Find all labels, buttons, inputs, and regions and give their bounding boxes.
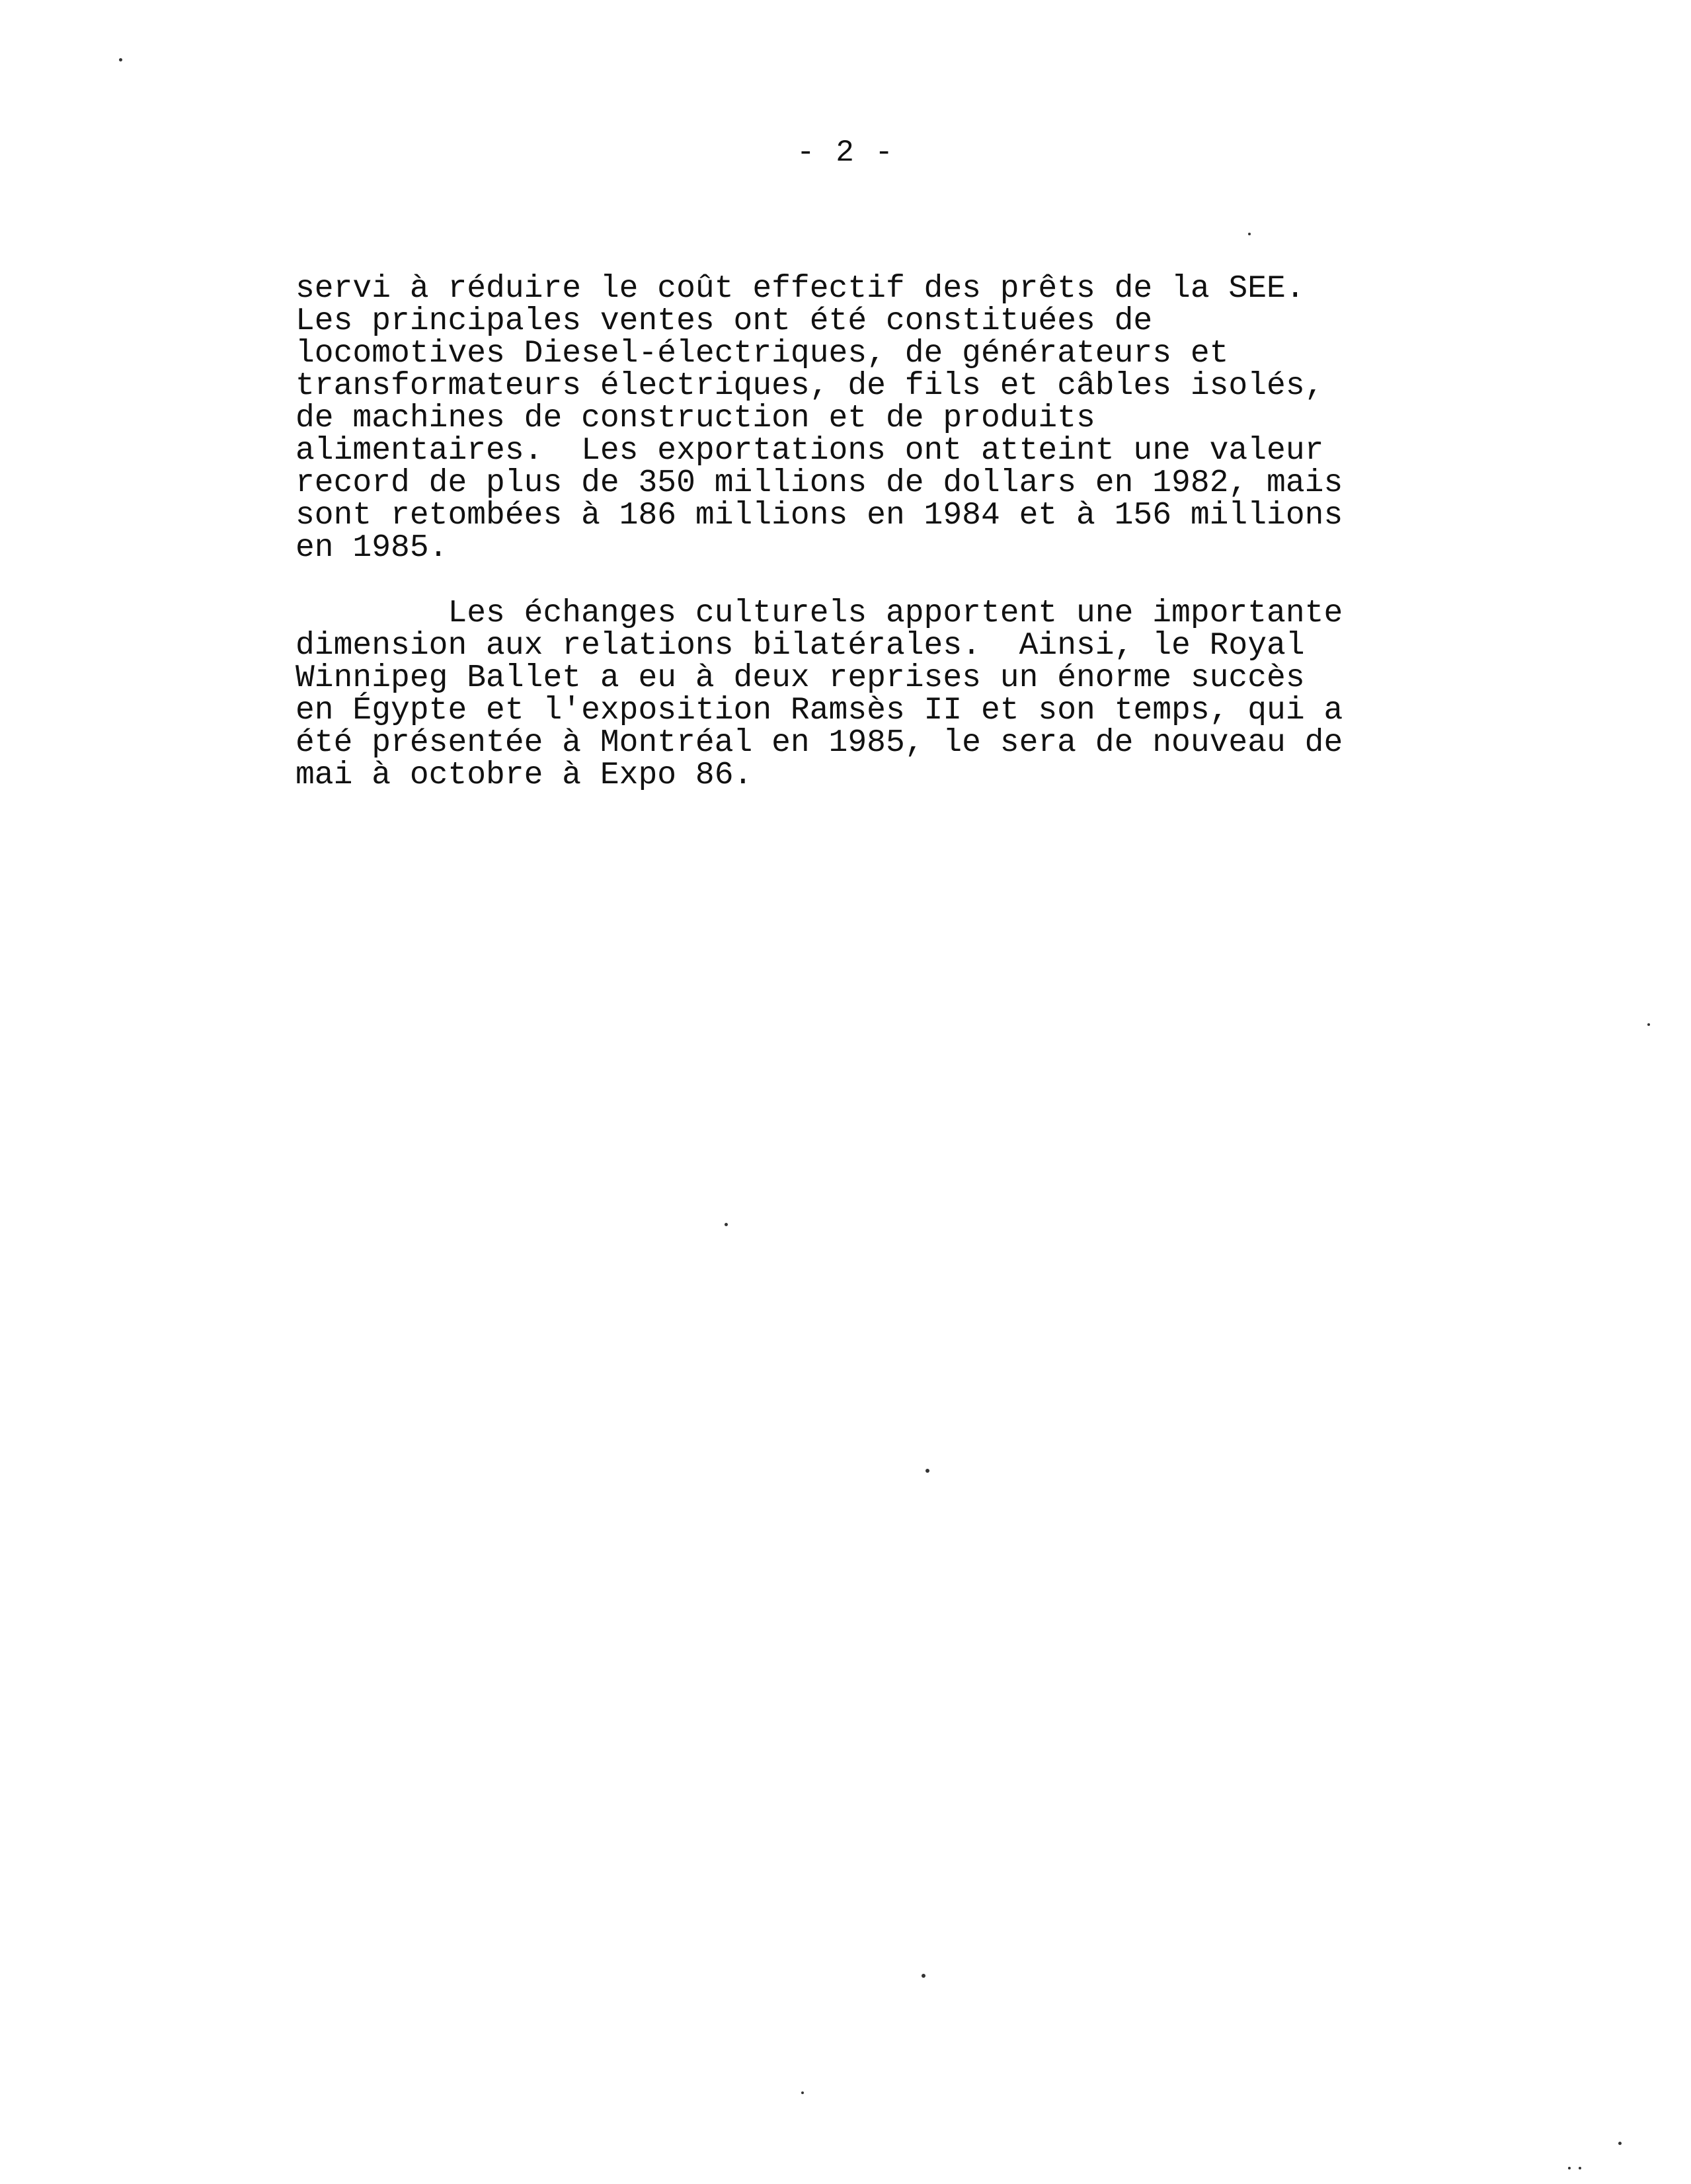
scan-speck: [801, 2091, 804, 2094]
text-line: Les principales ventes ont été constituées de: [295, 303, 1153, 339]
paragraph-export-sales: [295, 273, 1393, 565]
text-line: alimentaires. Les exportations ont atteint une valeur: [295, 433, 1324, 469]
text-line: en Égypte et l'exposition Ramsès II et son temps, qui a: [295, 693, 1343, 728]
scan-speck: [1568, 2167, 1571, 2169]
text-line: sont retombées à 186 millions en 1984 et à 156 millions: [295, 498, 1343, 533]
text-line: servi à réduire le coût effectif des prêts de la SEE.: [295, 271, 1305, 307]
text-line: record de plus de 350 millions de dollars en 1982, mais: [295, 465, 1343, 501]
text-line: Winnipeg Ballet a eu à deux reprises un énorme succès: [295, 660, 1305, 696]
scan-speck: [1248, 233, 1251, 235]
scan-speck: [725, 1223, 728, 1226]
text-line: mai à octobre à Expo 86.: [295, 758, 753, 793]
text-line: locomotives Diesel-électriques, de générateurs et: [295, 336, 1229, 371]
text-line: en 1985.: [295, 530, 448, 566]
text-line: Les échanges culturels apportent une importante: [295, 596, 1343, 631]
scan-speck: [1618, 2142, 1622, 2145]
scan-speck: [1579, 2167, 1581, 2169]
text-line: transformateurs électriques, de fils et câbles isolés,: [295, 368, 1324, 404]
text-line: dimension aux relations bilatérales. Ainsi, le Royal: [295, 628, 1305, 664]
text-line: été présentée à Montréal en 1985, le sera de nouveau de: [295, 725, 1343, 761]
text-line: de machines de construction et de produits: [295, 401, 1095, 436]
scan-speck: [922, 1974, 925, 1978]
scan-speck: [1647, 1023, 1650, 1026]
scan-speck: [925, 1469, 929, 1473]
page-number: - 2 -: [796, 136, 895, 170]
scan-speck: [119, 58, 122, 61]
paragraph-cultural-exchanges: [295, 598, 1393, 792]
